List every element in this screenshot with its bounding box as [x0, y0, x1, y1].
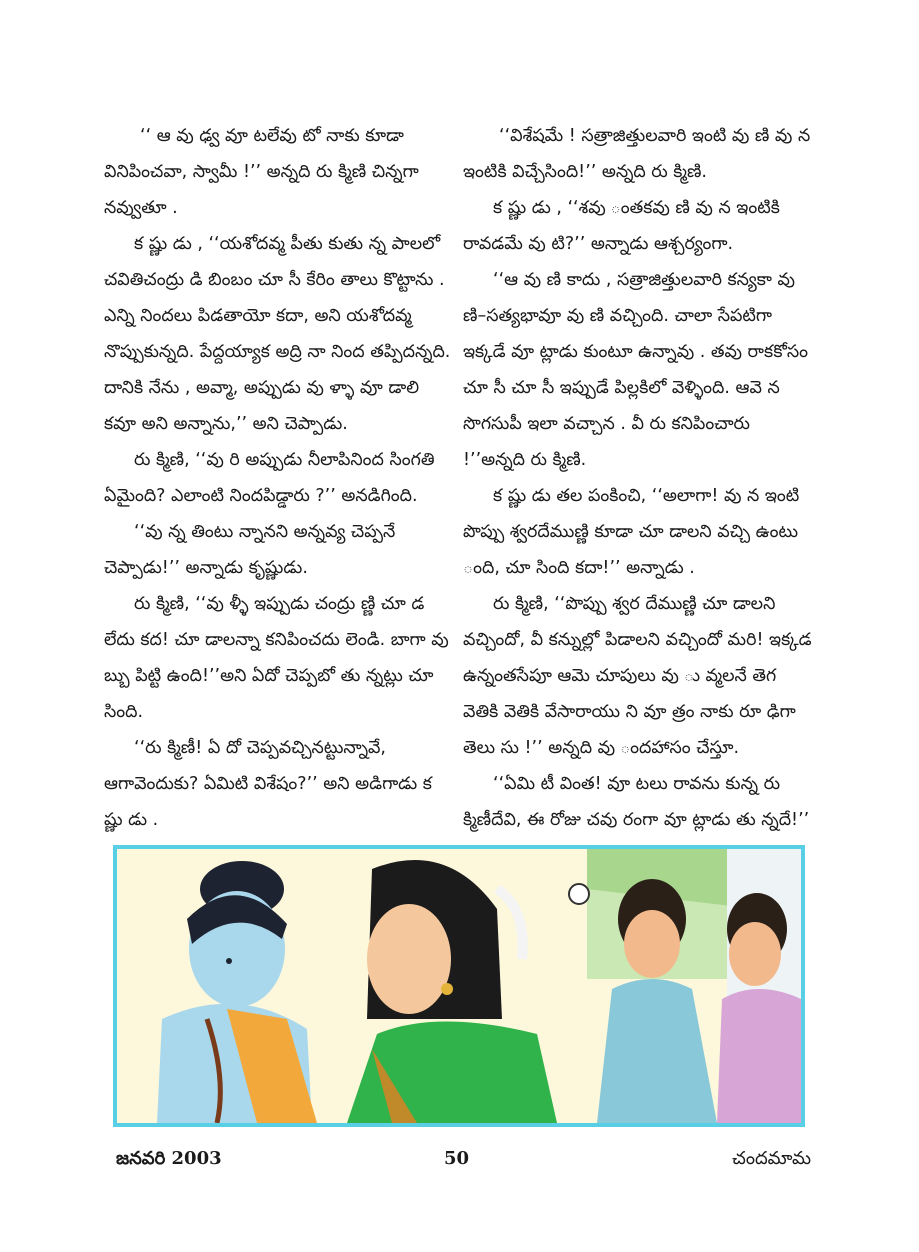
paragraph: ‘‘రు క్మిణీ! ఏ దో చెప్పవచ్చినట్టున్నావే, ఆగావెందుకు? ఏమిటి విశేషం?’’ అని అడిగాడు క ష్ణు డు . [104, 738, 432, 830]
paragraph: క ష్ణు డు , ‘‘యశోదవ్మ పీతు కుతు న్న పాలలో చవితిచంద్రు డి బింబం చూ సీ కేరిం తాలు కొట్టాను . ఎన్ని నిందలు పిడతాయో కదా, అని యశోదవ్మ నొప్పుకున్నది. పేద్దయ్యాక అద్రి నా నింద తప్పిదన్నది. దానికి నేను , అవ్మా, అప్పుడు వు ళ్ళా వూ డాలి కవూ అని అన్నాను,’’ అని చెప్పాడు. [104, 234, 451, 434]
magazine-name: చందమామ [732, 1148, 811, 1169]
left-text-column [104, 118, 452, 838]
illustration-scene [117, 849, 801, 1123]
paragraph: ‘‘ ఆ వు ఢ్వ వూ టలేవు టో నాకు కూడా వినిపించవా, స్వామీ !’’ అన్నది రు క్మిణి చిన్నగా నవ్వుతూ . [104, 126, 419, 218]
paragraph: క ష్ణు డు తల పంకించి, ‘‘అలాగా! వు న ఇంటి పొప్పు శ్వరదేముణ్ణి కూడా చూ డాలని వచ్చి ఉంటు ంది, చూ సింది కదా!’’ అన్నాడు . [463, 486, 800, 578]
paragraph: రు క్మిణి, ‘‘వు ళ్ళీ ఇప్పుడు చంద్రు ణ్ణి చూ డ లేదు కద! చూ డాలన్నా కనిపించదు లెండి. బాగా వు బ్బు పిట్టి ఉంది!’’అని ఏదో చెప్పబో తు న్నట్లు చూ సింది. [104, 594, 449, 722]
right-text-column [463, 118, 815, 874]
page-footer [116, 1148, 811, 1176]
paragraph: ‘‘ఏవిు టీ వింత! వూ టలు రావను కున్న రు క్మిణీదేవి, ఈ రోజు చవు రంగా వూ ట్లాడు తు న్నదే!’’ [463, 774, 810, 830]
story-illustration [113, 845, 805, 1127]
paragraph: క ష్ణు డు , ‘‘శవు ంతకవు ణి వు న ఇంటికి రావడవేు వు టి?’’ అన్నాడు ఆశ్చర్యంగా. [463, 198, 780, 254]
paragraph: రు క్మిణి, ‘‘పొప్పు శ్వర దేముణ్ణి చూ డాలని వచ్చిందో, వీ కన్నుల్లో పిడాలని వచ్చిందో మరి! ఇక్కడ ఉన్నంతసేపూ ఆమె చూపులు వు ు వ్మలనే తెగ వెతికి వెతికి వేసారాయు ని వూ త్రం నాకు రూ ఢిగా తెలు సు !’’ అన్నది వు ందహాసం చేస్తూ. [463, 594, 812, 758]
page-number: 50 [444, 1148, 470, 1169]
paragraph: ‘‘ఆ వు ణి కాదు , సత్రాజిత్తులవారి కన్యకా వు ణి–సత్యభావూ వు ణి వచ్చింది. చాలా సేపటిగా ఇక్కడే వూ ట్లాడు కుంటూ ఉన్నావు . తవు రాకకోసం చూ సీ చూ సీ ఇప్పుడే పిల్లకిలో వెళ్ళింది. ఆవె న సొగసుపీ ఇలా వచ్చాన . వీ రు కనిపించారు !’’అన్నది రు క్మిణి. [463, 270, 808, 470]
paragraph: ‘‘విశేషమే ! సత్రాజిత్తులవారి ఇంటి వు ణి వు న ఇంటికి విచ్చేసింది!’’ అన్నది రు క్మిణి. [463, 126, 811, 182]
paragraph: రు క్మిణి, ‘‘వు రి అప్పుడు నీలాపినింద సింగతి ఏమైంది? ఎలాంటి నిందపిడ్డారు ?’’ అనడిగింది. [104, 450, 435, 506]
issue-date: జనవరి 2003 [116, 1148, 222, 1169]
paragraph: ‘‘వు న్న తింటు న్నానని అన్నవ్య చెప్పనే చెప్పాడు!’’ అన్నాడు కృష్ణుడు. [104, 522, 396, 578]
